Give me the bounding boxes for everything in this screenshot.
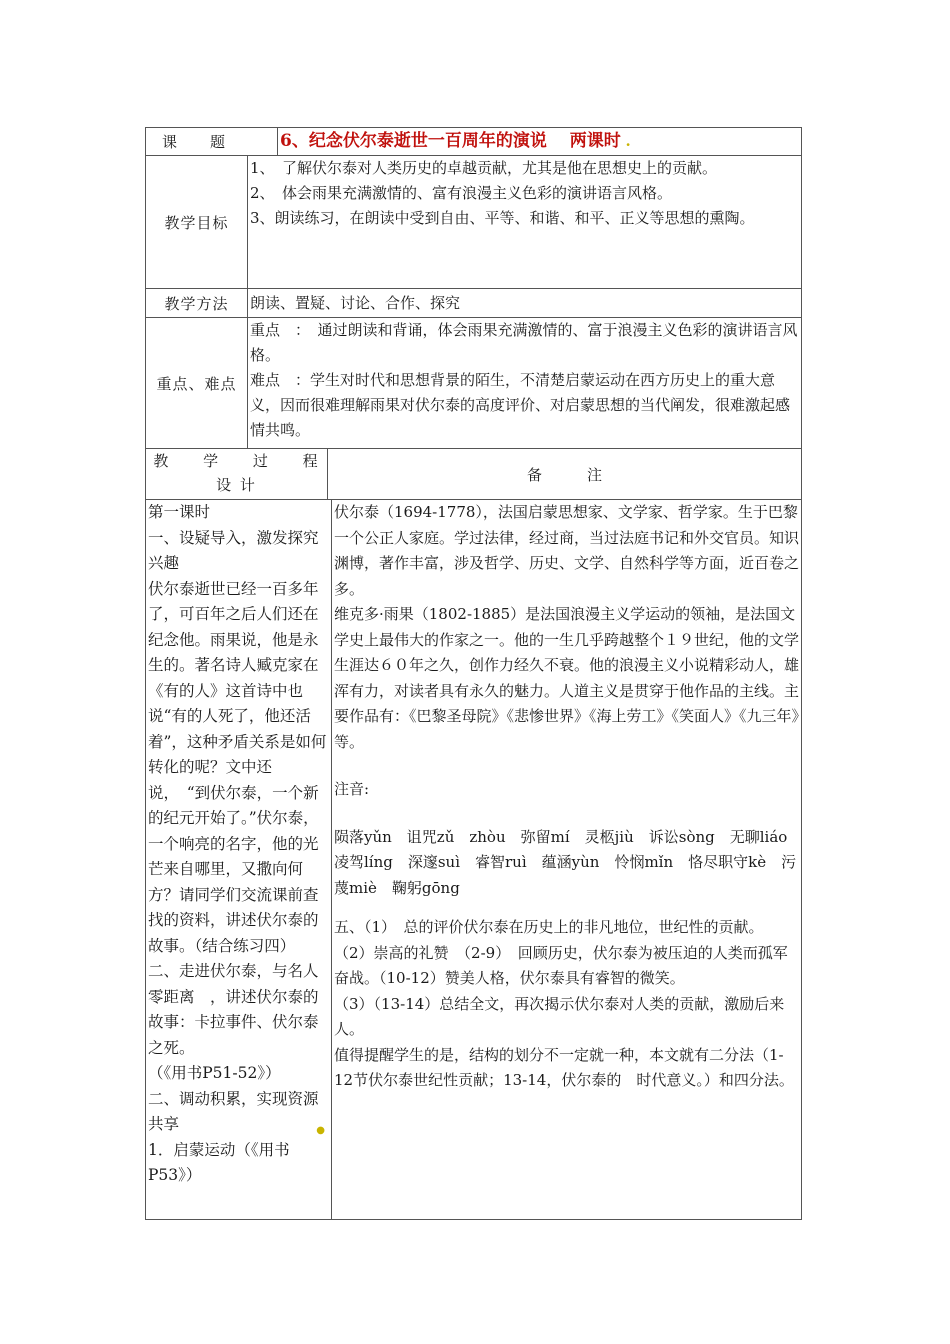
process-design-column [146,500,332,1219]
process-header-line1: 教 学 过 程 [153,452,320,470]
step-heading: 二、调动积累，实现资源共享 [148,1089,319,1133]
notes-header-text: 备 注 [526,465,602,484]
goals-label: 教学目标 [146,156,248,288]
structure-line: （3）（13-14）总结全文，再次揭示伏尔泰对人类的贡献，激励后来人。 [334,994,785,1038]
lesson-title: 6、纪念伏尔泰逝世一百周年的演说 两课时 [280,131,621,151]
title-label: 课 题 [162,133,227,151]
difficulty-line: 难点 ：学生对时代和思想背景的陌生，不清楚启蒙运动在西方历史上的重大意义，因而很难理解雨果对伏尔泰的高度评价、对启蒙思想的当代阐发，很难激起感情共鸣。 [250,371,791,439]
goals-row [145,156,802,289]
title-cell [278,128,801,155]
title-dot: . [625,132,631,150]
decorative-dot: ● [316,1125,325,1136]
method-row [145,289,802,318]
goal-line: 3、朗读练习，在朗读中受到自由、平等、和谐、和平、正义等思想的熏陶。 [250,209,755,227]
lesson-plan-table [145,127,802,1220]
structure-line: （2）崇高的礼赞 （2-9） 回顾历史，伏尔泰为被压迫的人类而孤军奋战。（10-12）赞美人格，伏尔泰具有睿智的微笑。 [334,943,788,987]
hugo-note: 维克多·雨果（1802-1885）是法国浪漫主义学运动的领袖，是法国文学史上最伟大的作家之一。他的一生几乎跨越整个１９世纪，他的文学生涯达６０年之久，创作力经久不衰。他的浪漫主义小说精彩动人，雄浑有力，对读者具有永久的魅力。人道主义是贯穿于他作品的主线。主要作品有：《巴黎圣母院》《悲惨世界》《海上劳工》《笑面人》《九三年》等。 [334,605,800,751]
reference: （《用书P51-52》） [148,1064,281,1082]
step-heading: 二、走进伏尔泰，与名人零距离 ，讲述伏尔泰的故事：卡拉事件、伏尔泰之死。 [148,962,319,1057]
spacer [334,755,799,777]
key-points-row [145,318,802,449]
pronunciation-title: 注音: [334,780,370,798]
process-header-line2: 设 计 [216,476,257,494]
key-points-label: 重点、难点 [146,318,248,448]
structure-line: 五、（1） 总的评价伏尔泰在历史上的非凡地位，世纪性的贡献。 [334,918,764,936]
method-label: 教学方法 [146,289,248,317]
notes-header [328,449,801,499]
voltaire-note: 伏尔泰（1694-1778），法国启蒙思想家、文学家、哲学家。生于巴黎一个公正人家庭。学过法律，经过商，当过法庭书记和外交官员。知识渊博，著作丰富，涉及哲学、历史、文学、自然科学等方面，近百卷之多。 [334,503,800,598]
step-text: 伏尔泰逝世已经一百多年了，可百年之后人们还在纪念他。雨果说，他是永生的。著名诗人臧克家在《有的人》这首诗中也说“有的人死了，他还活着”，这种矛盾关系是如何转化的呢？文中还说， “到伏尔泰，一个新的纪元开始了。”伏尔泰，一个响亮的名字，他的光芒来自哪里，又撒向何方？请同学们交流课前查找的资料，讲述伏尔泰的故事。（结合练习四） [148,579,327,955]
process-header-left [146,449,328,499]
spacer [334,901,799,915]
goals-cell [248,156,801,288]
key-point-line: 重点 ： 通过朗读和背诵，体会雨果充满激情的、富于浪漫主义色彩的演讲语言风格。 [250,321,798,364]
lesson-period: 第一课时 [148,503,211,521]
process-body-row [145,500,802,1220]
sub-item: 1．启蒙运动（《用书P53》） [148,1140,290,1184]
step-heading: 一、设疑导入，激发探究兴趣 [148,528,319,572]
title-row [145,127,802,156]
title-label-cell [146,128,278,155]
key-points-cell [248,318,801,448]
notes-column [332,500,801,1219]
process-header-row [145,449,802,500]
method-text: 朗读、置疑、讨论、合作、探究 [250,294,461,312]
goal-line: 2、 体会雨果充满激情的、富有浪漫主义色彩的演讲语言风格。 [250,184,673,202]
pronunciation-list: 陨落yǔn 诅咒zǔ zhòu 弥留mí 灵柩jiù 诉讼sòng 无聊liáo 凌驾líng 深邃suì 睿智ruì 蕴涵yùn 怜悯mǐn 恪尽职守kè 污蔑miè 鞠躬gōng [334,827,803,897]
spacer [334,803,799,825]
goal-line: 1、 了解伏尔泰对人类历史的卓越贡献，尤其是他在思想史上的贡献。 [250,159,718,177]
structure-line: 值得提醒学生的是，结构的划分不一定就一种，本文就有二分法（1-12节伏尔泰世纪性贡献；13-14，伏尔泰的 时代意义。）和四分法。 [334,1045,794,1089]
